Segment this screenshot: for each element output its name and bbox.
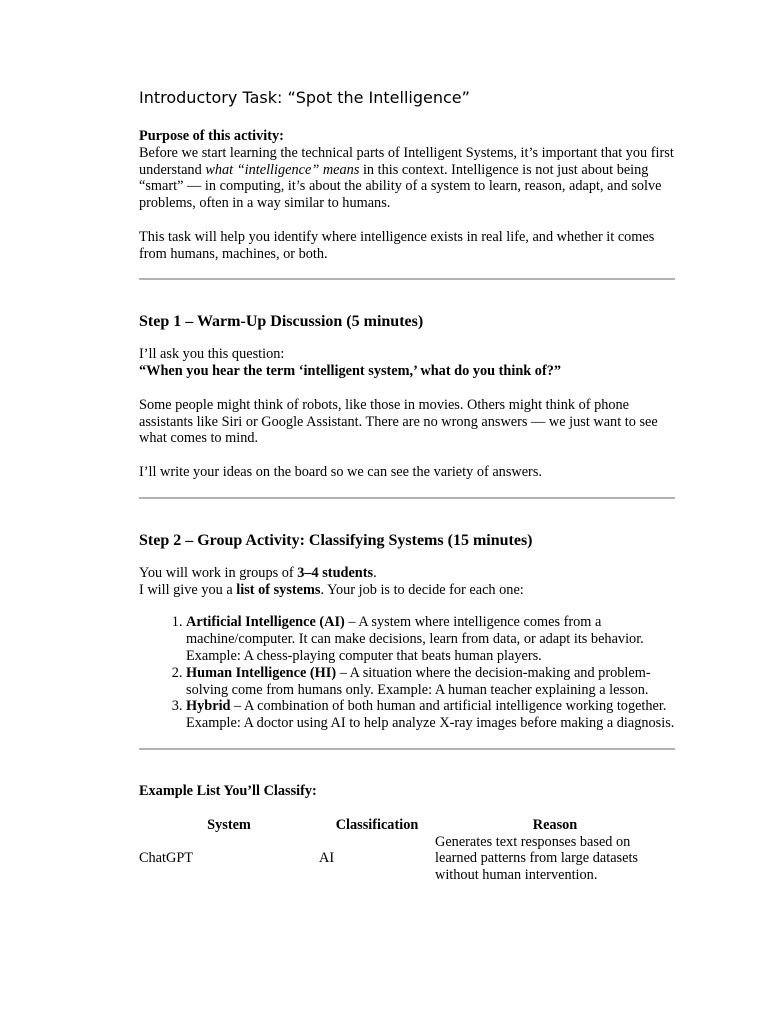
- step2-list-end: . Your job is to decide for each one:: [320, 581, 524, 598]
- example-table: [139, 817, 675, 884]
- step2-list-emphasis: list of systems: [236, 581, 321, 598]
- cell-system: ChatGPT: [139, 850, 194, 867]
- step1-question-text: “When you hear the term ‘intelligent system,’ what do you think of?”: [139, 363, 562, 380]
- column-header-classification: Classification: [335, 816, 419, 833]
- step1-paragraph-2: Some people might think of robots, like those in movies. Others might think of phone assistants like Siri or Google Assistant. There are no wrong answers — we just want to see what comes to mind.: [139, 396, 658, 447]
- cell-reason: Generates text responses based on learned patterns from large datasets without human intervention.: [435, 833, 638, 884]
- column-header-reason: Reason: [532, 816, 578, 833]
- step1-paragraph-3: I’ll write your ideas on the board so we can see the variety of answers.: [139, 463, 542, 480]
- step1-intro: I’ll ask you this question:: [139, 346, 285, 363]
- list-item: [186, 698, 675, 732]
- list-item-text: – A combination of both human and artificial intelligence working together. Example: A doctor using AI to help analyze X-ray images before making a diagnosis.: [186, 698, 675, 732]
- list-item: [186, 614, 675, 664]
- list-item-term: Artificial Intelligence (AI): [186, 614, 345, 631]
- step2-list-start: I will give you a: [139, 581, 237, 598]
- purpose-p1-start: Before we start learning the technical parts of Intelligent Systems, it’s important that you first understand: [139, 144, 674, 178]
- purpose-section: [139, 128, 675, 262]
- step1-section: [139, 312, 675, 480]
- step2-groups-start: You will work in groups of: [139, 564, 298, 581]
- section-divider: [139, 278, 675, 280]
- step2-groups-end: .: [373, 564, 377, 581]
- document-title: Introductory Task: “Spot the Intelligence”: [139, 88, 470, 107]
- purpose-heading-text: Purpose of this activity:: [139, 128, 284, 144]
- column-header-system: System: [207, 816, 251, 833]
- purpose-p1-end: in this context. Intelligence is not just about being “smart” — in computing, it’s about the ability of a system to learn, reason, adapt, and solve problems, often in a way similar to humans.: [139, 161, 662, 212]
- step2-groups-size: 3–4 students: [297, 564, 374, 581]
- purpose-p1-emphasis: what “intelligence” means: [205, 161, 360, 178]
- step2-list-intro: [139, 582, 675, 599]
- list-item-term: Human Intelligence (HI): [186, 664, 337, 681]
- example-heading: Example List You’ll Classify:: [139, 782, 317, 799]
- purpose-paragraph-2: This task will help you identify where intelligence exists in real life, and whether it comes from humans, machines, or both.: [139, 228, 655, 262]
- classification-types-list: [139, 614, 675, 732]
- table-row: [139, 834, 675, 884]
- example-section: [139, 783, 675, 884]
- document-body: [139, 88, 675, 884]
- step1-heading: Step 1 – Warm-Up Discussion (5 minutes): [139, 313, 424, 331]
- list-item-text: – A situation where the decision-making and problem-solving come from humans only. Example: A human teacher explaining a lesson.: [186, 664, 651, 698]
- list-item-term: Hybrid: [186, 698, 231, 715]
- step2-groups: [139, 565, 675, 582]
- cell-classification: AI: [319, 850, 335, 867]
- section-divider: [139, 497, 675, 499]
- purpose-heading: [139, 128, 675, 145]
- step2-section: [139, 531, 675, 732]
- list-item-text: – A system where intelligence comes from a machine/computer. It can make decisions, learn from data, or adapt its behavior. Example: A chess-playing computer that beats human players.: [186, 614, 644, 664]
- table-header-row: [139, 817, 675, 834]
- step1-question: [139, 363, 675, 380]
- section-divider: [139, 748, 675, 750]
- step2-heading: Step 2 – Group Activity: Classifying Systems (15 minutes): [139, 531, 533, 549]
- list-item: [186, 665, 675, 699]
- purpose-paragraph-1: [139, 145, 675, 212]
